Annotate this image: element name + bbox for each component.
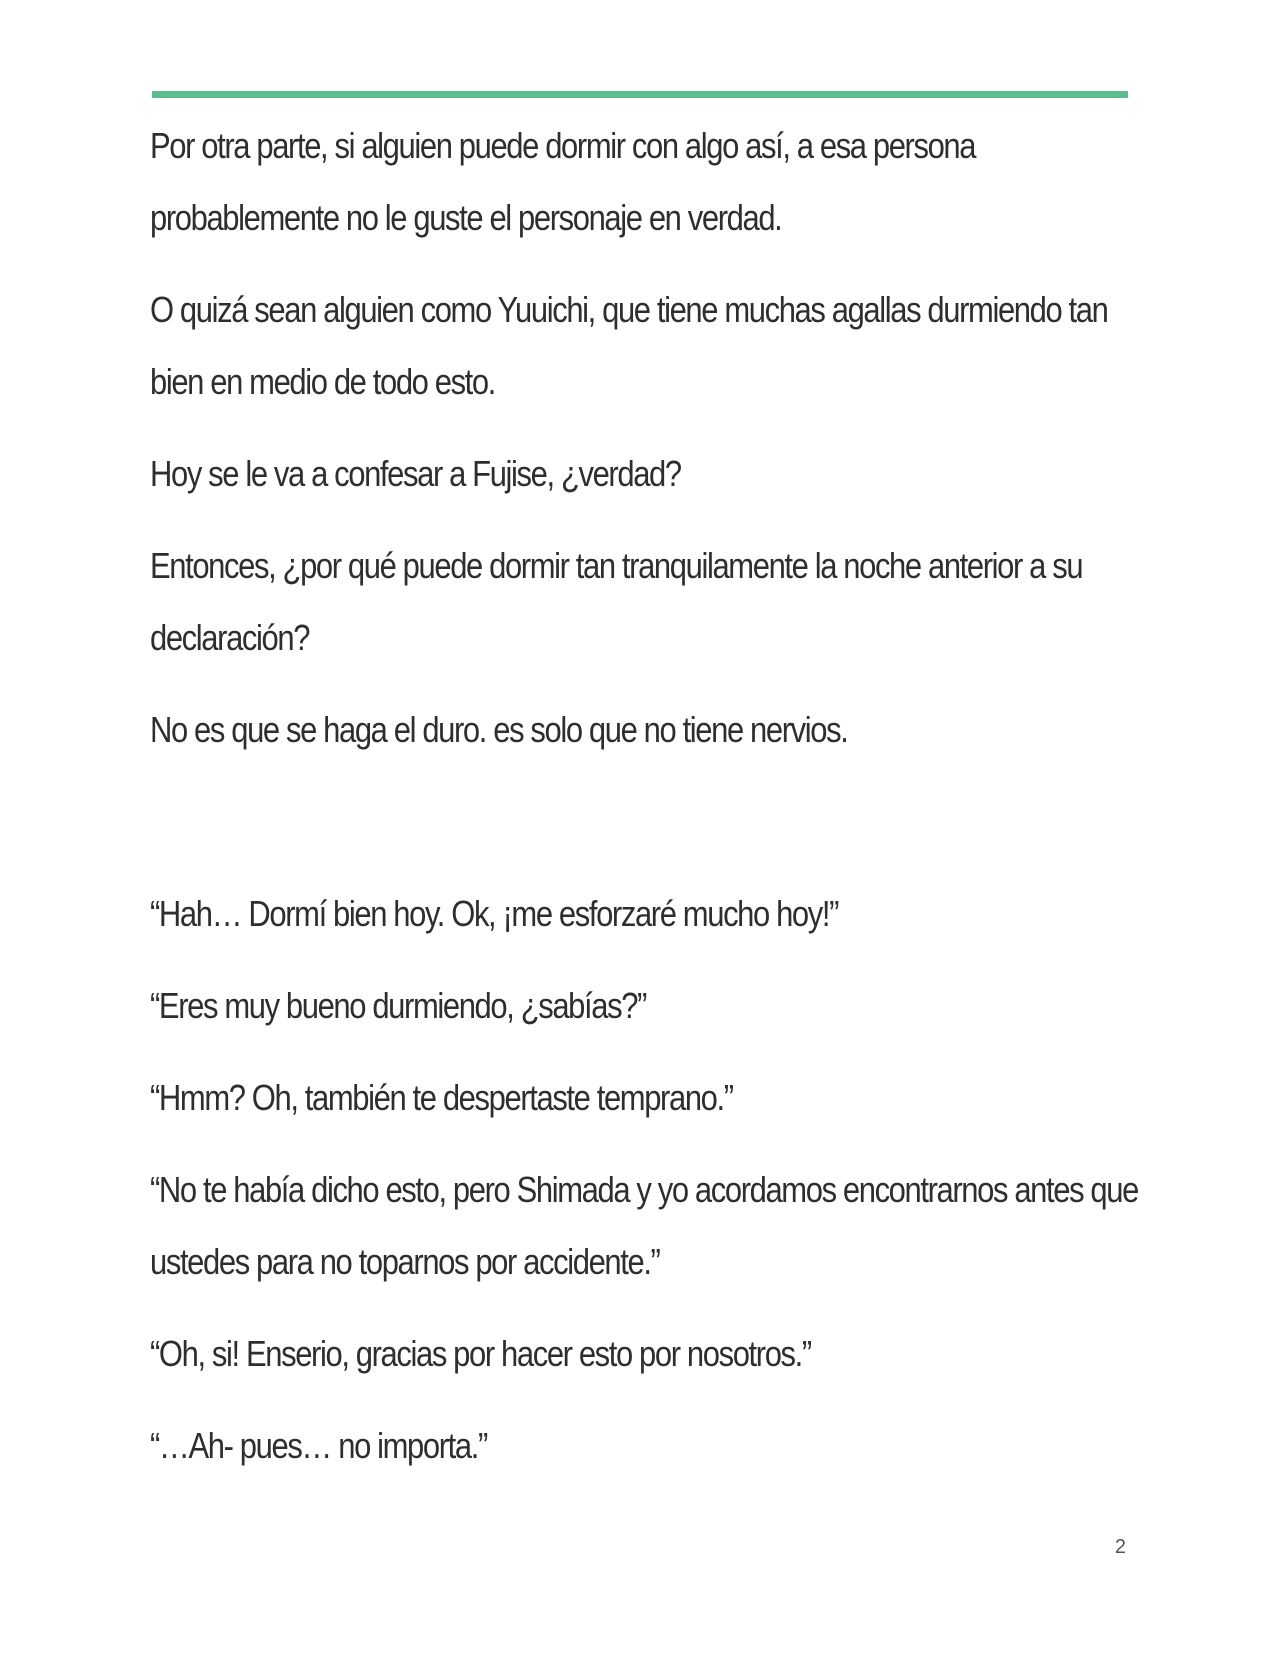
section-break xyxy=(150,786,1140,878)
paragraph: O quizá sean alguien como Yuuichi, que tiene muchas agallas durmiendo tan bien en medio de todo esto. xyxy=(150,289,1108,402)
paragraph: Hoy se le va a confesar a Fujise, ¿verdad? xyxy=(150,453,681,494)
dialogue-line: “Hmm? Oh, también te despertaste temprano.” xyxy=(150,1077,733,1118)
dialogue-line: “No te había dicho esto, pero Shimada y yo acordamos encontrarnos antes que ustedes para no toparnos por accidente.” xyxy=(150,1169,1138,1282)
dialogue-line: “Hah… Dormí bien hoy. Ok, ¡me esforzaré mucho hoy!” xyxy=(150,893,839,934)
header-rule xyxy=(152,91,1128,98)
dialogue-line: “Eres muy bueno durmiendo, ¿sabías?” xyxy=(150,985,646,1026)
paragraph: No es que se haga el duro. es solo que no tiene nervios. xyxy=(150,709,848,750)
dialogue-line: “…Ah- pues… no importa.” xyxy=(150,1425,487,1466)
body-text xyxy=(150,110,1140,1502)
dialogue-line: “Oh, si! Enserio, gracias por hacer esto por nosotros.” xyxy=(150,1333,811,1374)
paragraph: Entonces, ¿por qué puede dormir tan tranquilamente la noche anterior a su declaración? xyxy=(150,545,1083,658)
page-number: 2 xyxy=(1114,1536,1126,1558)
paragraph: Por otra parte, si alguien puede dormir con algo así, a esa persona probablemente no le guste el personaje en verdad. xyxy=(150,125,976,238)
